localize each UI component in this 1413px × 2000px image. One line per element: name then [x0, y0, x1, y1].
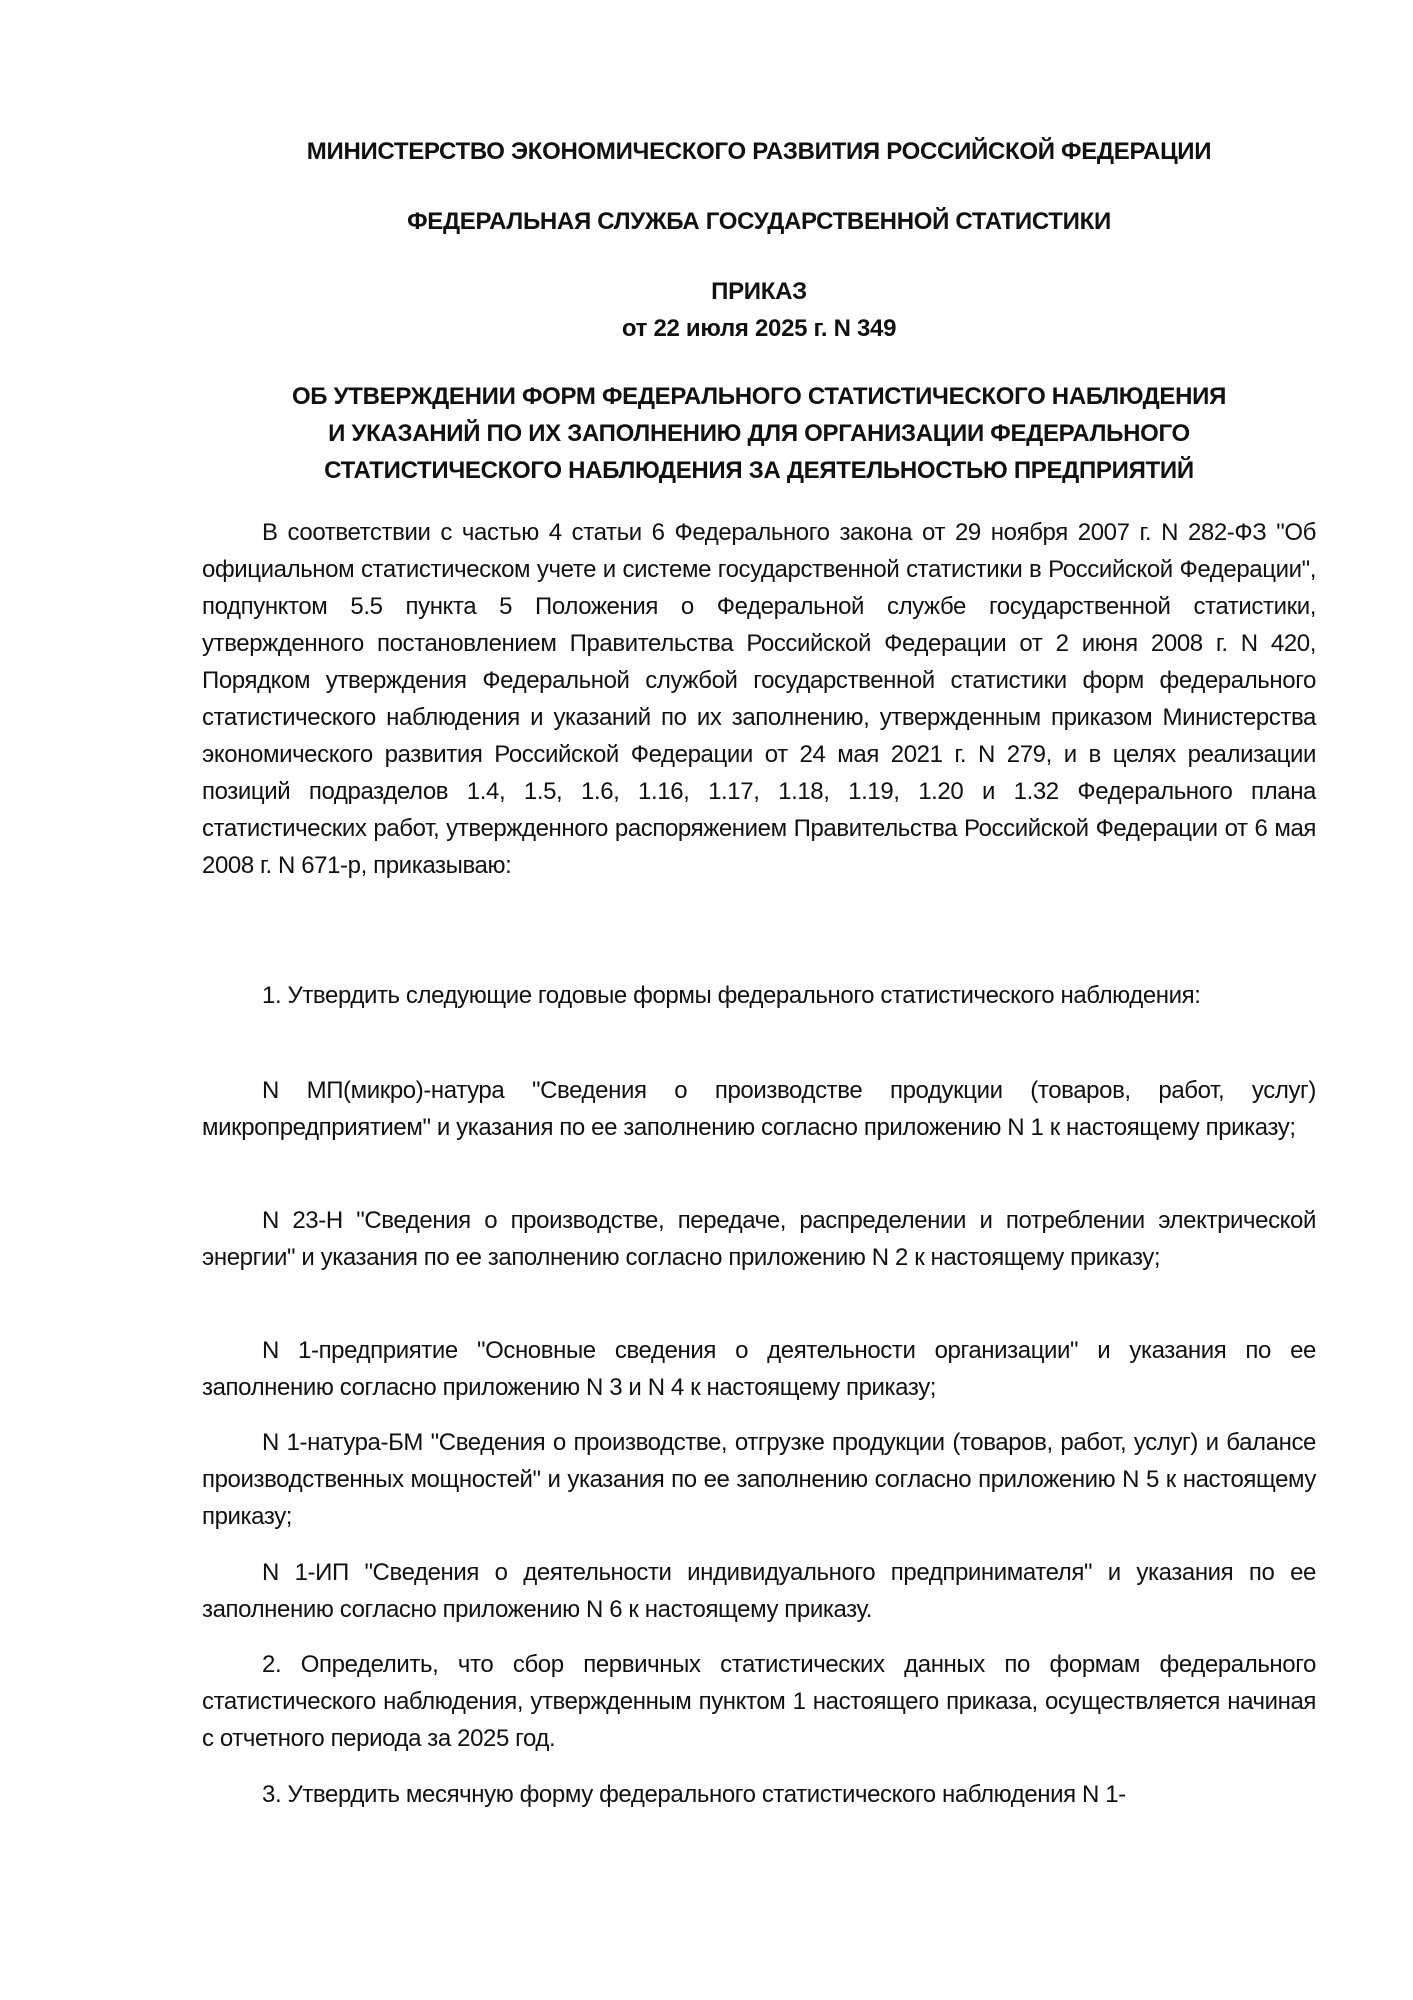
- ministry-header: МИНИСТЕРСТВО ЭКОНОМИЧЕСКОГО РАЗВИТИЯ РОССИЙСКОЙ ФЕДЕРАЦИИ: [306, 138, 1212, 165]
- item-3-paragraph: [202, 1776, 1316, 1813]
- form-list-item: [202, 1332, 1316, 1406]
- service-header: ФЕДЕРАЛЬНАЯ СЛУЖБА ГОСУДАРСТВЕННОЙ СТАТИСТИКИ: [407, 208, 1111, 235]
- preamble-text: В соответствии с частью 4 статьи 6 Федерального закона от 29 ноября 2007 г. N 282-ФЗ "Об официальном статистическом учете и системе государственной статистики в Российской Федерации", подпунктом 5.5 пункта 5 Положения о Федеральной службе государственной статистики, утвержденного постановлением Правительства Российской Федерации от 2 июня 2008 г. N 420, Порядком утверждения Федеральной службой государственной статистики форм федерального статистического наблюдения и указаний по их заполнению, утвержденным приказом Министерства экономического развития Российской Федерации от 24 мая 2021 г. N 279, и в целях реализации позиций подразделов 1.4, 1.5, 1.6, 1.16, 1.17, 1.18, 1.19, 1.20 и 1.32 Федерального плана статистических работ, утвержденного распоряжением Правительства Российской Федерации от 6 мая 2008 г. N 671-р, приказываю:: [202, 519, 1316, 879]
- item-2-text: 2. Определить, что сбор первичных статистических данных по формам федерального статистического наблюдения, утвержденным пунктом 1 настоящего приказа, осуществляется начиная с отчетного периода за 2025 год.: [202, 1651, 1316, 1752]
- order-subject: [202, 378, 1316, 489]
- form-list-item: [202, 1202, 1316, 1276]
- form-mp-micro-natura: N МП(микро)-натура "Сведения о производстве продукции (товаров, работ, услуг) микропредприятием" и указания по ее заполнению согласно приложению N 1 к настоящему приказу;: [202, 1077, 1316, 1141]
- form-list-item: [202, 1424, 1316, 1535]
- item-2-paragraph: [202, 1646, 1316, 1757]
- item-1-text: 1. Утвердить следующие годовые формы федерального статистического наблюдения:: [262, 982, 1201, 1009]
- form-1-natura-bm: N 1-натура-БМ "Сведения о производстве, отгрузке продукции (товаров, работ, услуг) и балансе производственных мощностей" и указания по ее заполнению согласно приложению N 5 к настоящему приказу;: [202, 1429, 1316, 1530]
- form-23-n: N 23-Н "Сведения о производстве, передаче, распределении и потреблении электрической энергии" и указания по ее заполнению согласно приложению N 2 к настоящему приказу;: [202, 1207, 1316, 1271]
- subject-line: СТАТИСТИЧЕСКОГО НАБЛЮДЕНИЯ ЗА ДЕЯТЕЛЬНОСТЬЮ ПРЕДПРИЯТИЙ: [324, 457, 1194, 484]
- form-list-item: [202, 1072, 1316, 1146]
- order-date-number: от 22 июля 2025 г. N 349: [621, 315, 897, 342]
- form-list-item: [202, 1554, 1316, 1628]
- subject-line: ОБ УТВЕРЖДЕНИИ ФОРМ ФЕДЕРАЛЬНОГО СТАТИСТИЧЕСКОГО НАБЛЮДЕНИЯ: [291, 383, 1227, 410]
- item-3-text: 3. Утвердить месячную форму федерального статистического наблюдения N 1-: [262, 1781, 1126, 1808]
- subject-line: И УКАЗАНИЙ ПО ИХ ЗАПОЛНЕНИЮ ДЛЯ ОРГАНИЗАЦИИ ФЕДЕРАЛЬНОГО: [328, 420, 1190, 447]
- form-1-ip: N 1-ИП "Сведения о деятельности индивидуального предпринимателя" и указания по ее заполнению согласно приложению N 6 к настоящему приказу.: [202, 1559, 1316, 1623]
- item-1-paragraph: [202, 977, 1316, 1014]
- order-title: ПРИКАЗ: [711, 278, 807, 305]
- preamble-paragraph: [202, 514, 1316, 884]
- form-1-predpriyatie: N 1-предприятие "Основные сведения о деятельности организации" и указания по ее заполнению согласно приложению N 3 и N 4 к настоящему приказу;: [202, 1337, 1316, 1401]
